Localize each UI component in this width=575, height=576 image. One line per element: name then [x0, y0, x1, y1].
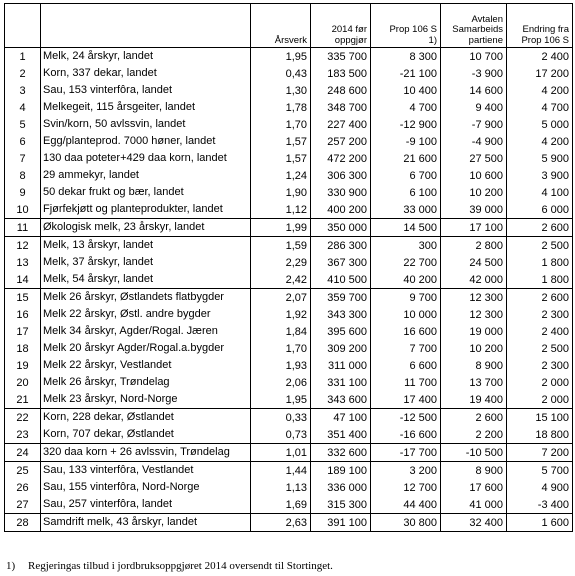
cell-oppgjor: 331 100: [311, 374, 371, 391]
cell-endring: 1 800: [507, 271, 573, 289]
footnote-marker: 1): [6, 560, 16, 572]
table-row: [5, 426, 573, 444]
table-row: [5, 150, 573, 167]
cell-arsverk: 1,95: [251, 48, 311, 66]
cell-endring: -3 400: [507, 496, 573, 514]
cell-endring: 2 600: [507, 289, 573, 307]
cell-oppgjor: 335 700: [311, 48, 371, 66]
row-label: 320 daa korn + 26 avlssvin, Trøndelag: [41, 444, 251, 462]
cell-endring: 7 200: [507, 444, 573, 462]
cell-endring: 4 200: [507, 133, 573, 150]
cell-oppgjor: 332 600: [311, 444, 371, 462]
cell-prop: 10 400: [371, 82, 441, 99]
cell-endring: 2 000: [507, 374, 573, 391]
cell-oppgjor: 311 000: [311, 357, 371, 374]
row-label: Egg/planteprod. 7000 høner, landet: [41, 133, 251, 150]
row-index: 25: [5, 462, 41, 480]
cell-arsverk: 2,63: [251, 514, 311, 532]
cell-arsverk: 1,93: [251, 357, 311, 374]
row-index: 1: [5, 48, 41, 66]
row-label: Korn, 228 dekar, Østlandet: [41, 409, 251, 427]
cell-avtalen: 2 800: [441, 237, 507, 255]
table-row: [5, 514, 573, 532]
cell-endring: 2 400: [507, 48, 573, 66]
cell-prop: 11 700: [371, 374, 441, 391]
table-row: [5, 391, 573, 409]
row-index: 21: [5, 391, 41, 409]
row-index: 19: [5, 357, 41, 374]
cell-avtalen: 13 700: [441, 374, 507, 391]
cell-endring: 6 000: [507, 201, 573, 219]
table-row: [5, 462, 573, 480]
cell-endring: 1 600: [507, 514, 573, 532]
header-endring: Endring fra Prop 106 S: [507, 4, 573, 48]
header-avtalen: Avtalen Samarbeids partiene: [441, 4, 507, 48]
cell-oppgjor: 410 500: [311, 271, 371, 289]
row-label: Sau, 133 vinterfôra, Vestlandet: [41, 462, 251, 480]
cell-avtalen: 27 500: [441, 150, 507, 167]
cell-prop: 44 400: [371, 496, 441, 514]
cell-oppgjor: 306 300: [311, 167, 371, 184]
cell-oppgjor: 248 600: [311, 82, 371, 99]
cell-oppgjor: 227 400: [311, 116, 371, 133]
table-row: [5, 184, 573, 201]
row-label: Melk 22 årskyr, Vestlandet: [41, 357, 251, 374]
cell-prop: 4 700: [371, 99, 441, 116]
cell-arsverk: 1,70: [251, 116, 311, 133]
row-index: 7: [5, 150, 41, 167]
cell-oppgjor: 359 700: [311, 289, 371, 307]
cell-avtalen: 10 700: [441, 48, 507, 66]
cell-endring: 15 100: [507, 409, 573, 427]
row-label: 50 dekar frukt og bær, landet: [41, 184, 251, 201]
cell-endring: 17 200: [507, 65, 573, 82]
cell-arsverk: 0,43: [251, 65, 311, 82]
table-row: [5, 289, 573, 307]
row-label: Sau, 153 vinterfôra, landet: [41, 82, 251, 99]
cell-oppgjor: 351 400: [311, 426, 371, 444]
cell-prop: 9 700: [371, 289, 441, 307]
cell-oppgjor: 189 100: [311, 462, 371, 480]
cell-prop: 40 200: [371, 271, 441, 289]
header-label: [41, 4, 251, 48]
table-row: [5, 479, 573, 496]
row-index: 20: [5, 374, 41, 391]
row-index: 15: [5, 289, 41, 307]
cell-endring: 5 900: [507, 150, 573, 167]
row-index: 18: [5, 340, 41, 357]
row-label: Melk 23 årskyr, Nord-Norge: [41, 391, 251, 409]
row-index: 11: [5, 219, 41, 237]
row-label: Melk 26 årskyr, Trøndelag: [41, 374, 251, 391]
cell-prop: 3 200: [371, 462, 441, 480]
row-label: Melkegeit, 115 årsgeiter, landet: [41, 99, 251, 116]
cell-arsverk: 1,57: [251, 150, 311, 167]
cell-prop: 6 600: [371, 357, 441, 374]
row-index: 22: [5, 409, 41, 427]
cell-oppgjor: 336 000: [311, 479, 371, 496]
row-label: Svin/korn, 50 avlssvin, landet: [41, 116, 251, 133]
cell-avtalen: -3 900: [441, 65, 507, 82]
row-label: Melk 34 årskyr, Agder/Rogal. Jæren: [41, 323, 251, 340]
cell-endring: 4 100: [507, 184, 573, 201]
cell-avtalen: 17 600: [441, 479, 507, 496]
cell-prop: 21 600: [371, 150, 441, 167]
header-arsverk: Årsverk: [251, 4, 311, 48]
cell-endring: 2 400: [507, 323, 573, 340]
row-label: Samdrift melk, 43 årskyr, landet: [41, 514, 251, 532]
cell-prop: -16 600: [371, 426, 441, 444]
cell-avtalen: 19 000: [441, 323, 507, 340]
cell-arsverk: 2,07: [251, 289, 311, 307]
cell-arsverk: 1,95: [251, 391, 311, 409]
cell-oppgjor: 348 700: [311, 99, 371, 116]
cell-prop: 300: [371, 237, 441, 255]
cell-prop: 33 000: [371, 201, 441, 219]
table-row: [5, 82, 573, 99]
table-row: [5, 444, 573, 462]
cell-oppgjor: 330 900: [311, 184, 371, 201]
cell-avtalen: -4 900: [441, 133, 507, 150]
row-index: 2: [5, 65, 41, 82]
table-body: [5, 48, 573, 532]
row-index: 16: [5, 306, 41, 323]
header-index: [5, 4, 41, 48]
cell-avtalen: 14 600: [441, 82, 507, 99]
cell-arsverk: 1,59: [251, 237, 311, 255]
row-index: 6: [5, 133, 41, 150]
row-label: Fjørfekjøtt og planteprodukter, landet: [41, 201, 251, 219]
row-index: 10: [5, 201, 41, 219]
cell-oppgjor: 400 200: [311, 201, 371, 219]
cell-prop: 17 400: [371, 391, 441, 409]
cell-arsverk: 1,01: [251, 444, 311, 462]
header-oppgjor: 2014 før oppgjør: [311, 4, 371, 48]
cell-endring: 1 800: [507, 254, 573, 271]
cell-oppgjor: 47 100: [311, 409, 371, 427]
row-index: 17: [5, 323, 41, 340]
cell-prop: 6 100: [371, 184, 441, 201]
row-label: Sau, 155 vinterfôra, Nord-Norge: [41, 479, 251, 496]
cell-arsverk: 0,73: [251, 426, 311, 444]
cell-avtalen: 24 500: [441, 254, 507, 271]
cell-avtalen: 10 200: [441, 340, 507, 357]
cell-endring: 5 000: [507, 116, 573, 133]
table-row: [5, 201, 573, 219]
cell-avtalen: 8 900: [441, 462, 507, 480]
table-row: [5, 409, 573, 427]
cell-oppgjor: 395 600: [311, 323, 371, 340]
cell-prop: 12 700: [371, 479, 441, 496]
cell-oppgjor: 309 200: [311, 340, 371, 357]
cell-oppgjor: 257 200: [311, 133, 371, 150]
row-label: Økologisk melk, 23 årskyr, landet: [41, 219, 251, 237]
header-prop: Prop 106 S 1): [371, 4, 441, 48]
cell-endring: 2 300: [507, 357, 573, 374]
cell-arsverk: 1,84: [251, 323, 311, 340]
table-row: [5, 357, 573, 374]
cell-oppgjor: 350 000: [311, 219, 371, 237]
cell-prop: 10 000: [371, 306, 441, 323]
cell-endring: 2 600: [507, 219, 573, 237]
cell-arsverk: 1,13: [251, 479, 311, 496]
cell-oppgjor: 343 300: [311, 306, 371, 323]
footnote-text: Regjeringas tilbud i jordbruksoppgjøret 2014 oversendt til Stortinget.: [28, 560, 333, 572]
cell-prop: -9 100: [371, 133, 441, 150]
row-index: 5: [5, 116, 41, 133]
cell-arsverk: 1,30: [251, 82, 311, 99]
row-index: 12: [5, 237, 41, 255]
table-row: [5, 374, 573, 391]
row-label: Melk 22 årskyr, Østl. andre bygder: [41, 306, 251, 323]
cell-arsverk: 1,24: [251, 167, 311, 184]
row-index: 26: [5, 479, 41, 496]
table-row: [5, 306, 573, 323]
cell-prop: 8 300: [371, 48, 441, 66]
table-row: [5, 48, 573, 66]
row-label: Korn, 337 dekar, landet: [41, 65, 251, 82]
row-label: 130 daa poteter+429 daa korn, landet: [41, 150, 251, 167]
cell-prop: 16 600: [371, 323, 441, 340]
row-label: Melk 26 årskyr, Østlandets flatbygder: [41, 289, 251, 307]
cell-arsverk: 1,78: [251, 99, 311, 116]
row-index: 9: [5, 184, 41, 201]
cell-endring: 18 800: [507, 426, 573, 444]
income-table: [4, 3, 573, 532]
cell-prop: -17 700: [371, 444, 441, 462]
table-row: [5, 219, 573, 237]
cell-prop: -12 900: [371, 116, 441, 133]
row-index: 28: [5, 514, 41, 532]
row-index: 23: [5, 426, 41, 444]
row-label: Melk 20 årskyr Agder/Rogal.a.bygder: [41, 340, 251, 357]
cell-oppgjor: 343 600: [311, 391, 371, 409]
cell-oppgjor: 472 200: [311, 150, 371, 167]
cell-avtalen: 10 600: [441, 167, 507, 184]
cell-prop: 6 700: [371, 167, 441, 184]
cell-oppgjor: 183 500: [311, 65, 371, 82]
cell-endring: 3 900: [507, 167, 573, 184]
table-row: [5, 237, 573, 255]
row-label: Melk, 54 årskyr, landet: [41, 271, 251, 289]
table-row: [5, 65, 573, 82]
row-label: Melk, 13 årskyr, landet: [41, 237, 251, 255]
cell-arsverk: 1,44: [251, 462, 311, 480]
cell-arsverk: 1,90: [251, 184, 311, 201]
row-label: 29 ammekyr, landet: [41, 167, 251, 184]
row-index: 14: [5, 271, 41, 289]
table-row: [5, 99, 573, 116]
cell-endring: 2 500: [507, 237, 573, 255]
cell-prop: -21 100: [371, 65, 441, 82]
row-index: 27: [5, 496, 41, 514]
cell-arsverk: 1,12: [251, 201, 311, 219]
cell-oppgjor: 286 300: [311, 237, 371, 255]
row-index: 8: [5, 167, 41, 184]
cell-avtalen: 39 000: [441, 201, 507, 219]
row-index: 24: [5, 444, 41, 462]
cell-arsverk: 0,33: [251, 409, 311, 427]
footnote: [6, 560, 333, 572]
cell-arsverk: 1,69: [251, 496, 311, 514]
cell-arsverk: 1,92: [251, 306, 311, 323]
row-label: Melk, 37 årskyr, landet: [41, 254, 251, 271]
cell-avtalen: 9 400: [441, 99, 507, 116]
cell-endring: 4 200: [507, 82, 573, 99]
cell-arsverk: 1,57: [251, 133, 311, 150]
row-label: Melk, 24 årskyr, landet: [41, 48, 251, 66]
table-row: [5, 116, 573, 133]
cell-oppgjor: 315 300: [311, 496, 371, 514]
cell-avtalen: 32 400: [441, 514, 507, 532]
table-row: [5, 323, 573, 340]
row-label: Sau, 257 vinterfôra, landet: [41, 496, 251, 514]
cell-avtalen: -10 500: [441, 444, 507, 462]
table-row: [5, 133, 573, 150]
cell-endring: 4 900: [507, 479, 573, 496]
cell-endring: 2 000: [507, 391, 573, 409]
cell-endring: 5 700: [507, 462, 573, 480]
cell-arsverk: 2,29: [251, 254, 311, 271]
cell-prop: 30 800: [371, 514, 441, 532]
header-row: [5, 4, 573, 48]
cell-prop: 14 500: [371, 219, 441, 237]
cell-avtalen: 12 300: [441, 289, 507, 307]
row-index: 3: [5, 82, 41, 99]
row-index: 13: [5, 254, 41, 271]
cell-prop: 22 700: [371, 254, 441, 271]
cell-avtalen: 17 100: [441, 219, 507, 237]
cell-oppgjor: 367 300: [311, 254, 371, 271]
cell-avtalen: 42 000: [441, 271, 507, 289]
cell-avtalen: 10 200: [441, 184, 507, 201]
cell-endring: 4 700: [507, 99, 573, 116]
row-index: 4: [5, 99, 41, 116]
table-row: [5, 271, 573, 289]
cell-avtalen: 2 600: [441, 409, 507, 427]
cell-avtalen: 19 400: [441, 391, 507, 409]
cell-oppgjor: 391 100: [311, 514, 371, 532]
table-row: [5, 340, 573, 357]
cell-avtalen: -7 900: [441, 116, 507, 133]
cell-avtalen: 12 300: [441, 306, 507, 323]
cell-avtalen: 41 000: [441, 496, 507, 514]
cell-avtalen: 2 200: [441, 426, 507, 444]
cell-arsverk: 2,06: [251, 374, 311, 391]
cell-arsverk: 1,99: [251, 219, 311, 237]
cell-arsverk: 1,70: [251, 340, 311, 357]
table-row: [5, 496, 573, 514]
table-row: [5, 254, 573, 271]
cell-endring: 2 300: [507, 306, 573, 323]
table-row: [5, 167, 573, 184]
cell-prop: -12 500: [371, 409, 441, 427]
cell-arsverk: 2,42: [251, 271, 311, 289]
cell-endring: 2 500: [507, 340, 573, 357]
cell-prop: 7 700: [371, 340, 441, 357]
row-label: Korn, 707 dekar, Østlandet: [41, 426, 251, 444]
cell-avtalen: 8 900: [441, 357, 507, 374]
